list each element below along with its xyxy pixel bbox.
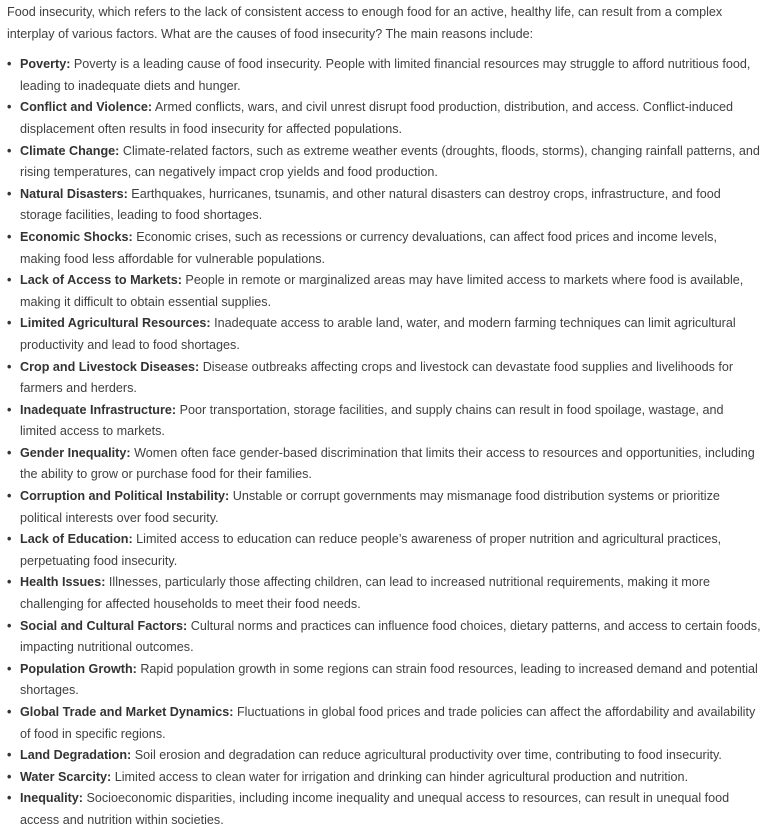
cause-description: Climate-related factors, such as extreme weather events (droughts, floods, storms), changing rainfall patterns, and rising temperatures, can negatively impact crop yields and food production. [20, 143, 760, 180]
cause-term: Social and Cultural Factors: [20, 618, 188, 633]
cause-term: Gender Inequality: [20, 445, 131, 460]
bullet-icon: • [7, 445, 12, 460]
bullet-icon: • [7, 791, 12, 806]
list-item [7, 270, 761, 313]
cause-term: Conflict and Violence: [20, 100, 153, 115]
list-item [7, 54, 761, 97]
list-item [7, 767, 761, 789]
cause-description: Earthquakes, hurricanes, tsunamis, and other natural disasters can destroy crops, infrastructure, and food storage facilities, leading to food shortages. [20, 186, 721, 223]
bullet-icon: • [7, 100, 12, 115]
list-item [7, 141, 761, 184]
cause-description: Limited access to education can reduce people’s awareness of proper nutrition and agricultural practices, perpetuating food insecurity. [20, 532, 722, 568]
bullet-icon: • [7, 186, 12, 201]
cause-term: Inequality: [20, 791, 83, 806]
list-item [7, 788, 761, 831]
cause-description: Disease outbreaks affecting crops and livestock can devastate food supplies and livelihoods for farmers and herders. [20, 359, 734, 396]
cause-description: Economic crises, such as recessions or currency devaluations, can affect food prices and income levels, making food less affordable for vulnerable populations. [20, 229, 717, 266]
cause-term: Lack of Access to Markets: [20, 273, 182, 288]
cause-description: Unstable or corrupt governments may mismanage food distribution systems or prioritize political interests over food security. [20, 489, 720, 525]
cause-term: Crop and Livestock Diseases: [20, 359, 200, 374]
list-item [7, 702, 761, 745]
bullet-icon: • [7, 489, 12, 504]
bullet-icon: • [7, 705, 12, 719]
cause-description: Soil erosion and degradation can reduce agricultural productivity over time, contributing to food insecurity. [134, 748, 722, 763]
cause-term: Natural Disasters: [20, 186, 128, 201]
bullet-icon: • [7, 661, 12, 676]
list-item [7, 400, 761, 443]
bullet-icon: • [7, 316, 12, 331]
cause-description: Socioeconomic disparities, including income inequality and unequal access to resources, can result in unequal food access and nutrition within societies. [20, 791, 730, 827]
cause-description: Cultural norms and practices can influence food choices, dietary patterns, and access to certain foods, impacting nutritional outcomes. [20, 618, 761, 655]
cause-description: Rapid population growth in some regions can strain food resources, leading to increased demand and potential shortages. [20, 661, 758, 698]
list-item [7, 313, 761, 356]
cause-term: Inadequate Infrastructure: [20, 402, 177, 417]
cause-description: Inadequate access to arable land, water, and modern farming techniques can limit agricultural productivity and lead to food shortages. [20, 316, 736, 352]
bullet-icon: • [7, 359, 12, 374]
cause-term: Health Issues: [20, 575, 106, 590]
cause-term: Economic Shocks: [20, 229, 133, 244]
cause-term: Water Scarcity: [20, 769, 112, 784]
list-item [7, 616, 761, 659]
cause-term: Lack of Education: [20, 532, 133, 547]
cause-term: Climate Change: [20, 143, 120, 158]
list-item [7, 572, 761, 615]
cause-description: Poverty is a leading cause of food insecurity. People with limited financial resources may struggle to afford nutritious food, leading to inadequate diets and hunger. [20, 57, 751, 93]
list-item [7, 486, 761, 529]
cause-description: Illnesses, particularly those affecting children, can lead to increased nutritional requirements, making it more challenging for affected households to meet their food needs. [20, 575, 710, 612]
cause-description: Limited access to clean water for irrigation and drinking can hinder agricultural production and nutrition. [114, 769, 689, 784]
cause-term: Population Growth: [20, 661, 137, 676]
cause-description: Armed conflicts, wars, and civil unrest disrupt food production, distribution, and access. Conflict-induced displacement often results in food insecurity for affected populations. [20, 100, 734, 136]
list-item [7, 529, 761, 572]
bullet-icon: • [7, 402, 12, 417]
cause-description: People in remote or marginalized areas may have limited access to markets where food is available, making it difficult to obtain essential supplies. [20, 273, 744, 309]
list-item [7, 443, 761, 486]
bullet-icon: • [7, 273, 12, 288]
cause-term: Land Degradation: [20, 748, 132, 763]
cause-term: Poverty: [20, 57, 71, 72]
bullet-icon: • [7, 769, 12, 784]
cause-description: Poor transportation, storage facilities, and supply chains can result in food spoilage, wastage, and limited access to markets. [20, 402, 724, 439]
bullet-icon: • [7, 57, 12, 72]
list-item [7, 745, 761, 767]
cause-term: Limited Agricultural Resources: [20, 316, 211, 331]
bullet-icon: • [7, 748, 12, 763]
bullet-icon: • [7, 618, 12, 633]
bullet-icon: • [7, 532, 12, 547]
list-item [7, 184, 761, 227]
bullet-icon: • [7, 143, 12, 158]
bullet-icon: • [7, 575, 12, 590]
intro-paragraph: Food insecurity, which refers to the lack of consistent access to enough food for an active, healthy life, can result from a complex interplay of various factors. What are the causes of food insecurity? The main reasons include: [7, 5, 723, 41]
list-item [7, 659, 761, 702]
causes-list [7, 54, 761, 831]
cause-description: Fluctuations in global food prices and trade policies can affect the affordability and availability of food in specific regions. [20, 705, 756, 741]
bullet-icon: • [7, 229, 12, 244]
cause-term: Global Trade and Market Dynamics: [20, 705, 234, 719]
cause-term: Corruption and Political Instability: [20, 489, 230, 504]
cause-description: Women often face gender-based discrimination that limits their access to resources and opportunities, including the ability to grow or purchase food for their families. [20, 445, 755, 482]
list-item [7, 357, 761, 400]
list-item [7, 227, 761, 270]
list-item [7, 97, 761, 140]
